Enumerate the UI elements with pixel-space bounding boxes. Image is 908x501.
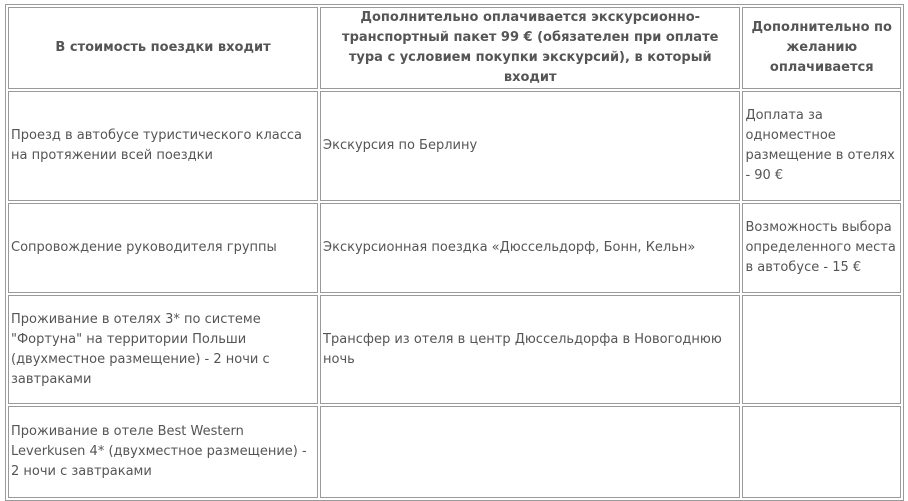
- cell-optional: [742, 295, 901, 404]
- cell-included: Проезд в автобусе туристического класса на протяжении всей поездки: [8, 91, 318, 201]
- table-row: [8, 203, 901, 293]
- cell-included: Проживание в отеле Best Western Leverkusen 4* (двухместное размещение) - 2 ночи с завтраками: [8, 406, 318, 498]
- cell-package: [320, 406, 740, 498]
- cell-optional: Доплата за одноместное размещение в отелях - 90 €: [742, 91, 901, 201]
- cell-package: Экскурсионная поездка «Дюссельдорф, Бонн, Кельн»: [320, 203, 740, 293]
- table-row: [8, 406, 901, 498]
- cell-included: Проживание в отелях 3* по системе "Фортуна" на территории Польши (двухместное размещение) - 2 ночи с завтраками: [8, 295, 318, 404]
- table-row: [8, 91, 901, 201]
- header-package: Дополнительно оплачивается экскурсионно-транспортный пакет 99 € (обязателен при оплате тура с условием покупки экскурсий), в который входит: [320, 7, 740, 89]
- tour-pricing-table: [5, 4, 904, 501]
- header-included: В стоимость поездки входит: [8, 7, 318, 89]
- cell-optional: [742, 406, 901, 498]
- table-header-row: [8, 7, 901, 89]
- cell-package: Экскурсия по Берлину: [320, 91, 740, 201]
- cell-included: Сопровождение руководителя группы: [8, 203, 318, 293]
- cell-optional: Возможность выбора определенного места в автобусе - 15 €: [742, 203, 901, 293]
- header-optional: Дополнительно по желанию оплачивается: [742, 7, 901, 89]
- cell-package: Трансфер из отеля в центр Дюссельдорфа в Новогоднюю ночь: [320, 295, 740, 404]
- table-row: [8, 295, 901, 404]
